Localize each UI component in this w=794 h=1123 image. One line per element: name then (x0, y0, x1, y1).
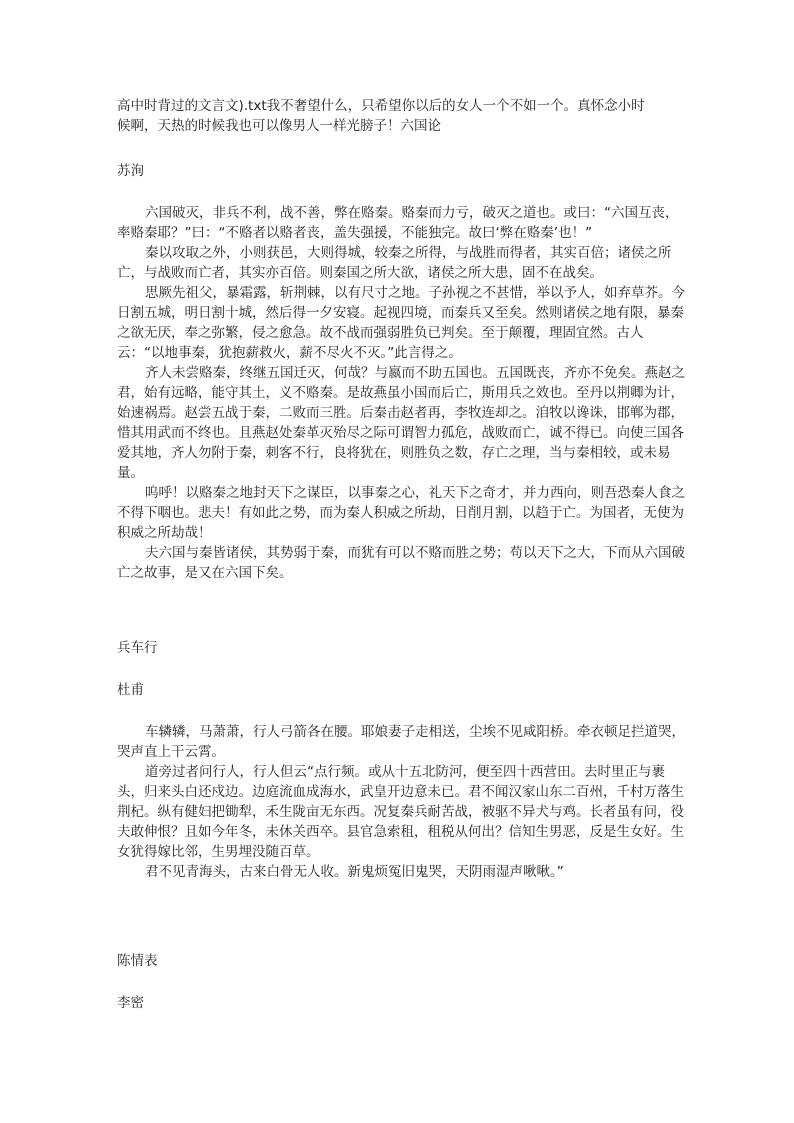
paragraph: 齐人未尝赂秦，终继五国迁灭，何哉？与嬴而不助五国也。五国既丧，齐亦不免矣。燕赵之君，始有远略，能守其土，义不赂秦。是故燕虽小国而后亡，斯用兵之效也。至丹以荆卿为计，始速祸焉。赵尝五战于秦，二败而三胜。后秦击赵者再，李牧连却之。洎牧以谗诛，邯郸为郡，惜其用武而不终也。且燕赵处秦革灭殆尽之际可谓智力孤危，战败而亡，诚不得已。向使三国各爱其地，齐人勿附于秦，刺客不行，良将犹在，则胜负之数，存亡之理，当与秦相较，或未易量。 (117, 365, 685, 481)
paragraph: 六国破灭，非兵不利，战不善，弊在赂秦。赂秦而力亏，破灭之道也。或曰：“六国互丧，率赂秦耶？”曰：“不赂者以赂者丧，盖失强援，不能独完。故曰‘弊在赂秦’也！” (117, 205, 679, 241)
intro-line-1: 高中时背过的文言文).txt我不奢望什么，只希望你以后的女人一个不如一个。真怀念小时 (117, 98, 645, 114)
paragraph: 夫六国与秦皆诸侯，其势弱于秦，而犹有可以不赂而胜之势；苟以天下之大，下而从六国破亡之故事，是又在六国下矣。 (117, 545, 685, 581)
author-li-mi: 李密 (117, 995, 144, 1011)
intro-line-2: 候啊，天热的时候我也可以像男人一样光膀子！六国论 (117, 118, 441, 134)
paragraph: 秦以攻取之外，小则获邑，大则得城，较秦之所得，与战胜而得者，其实百倍；诸侯之所亡，与战败而亡者，其实亦百倍。则秦国之所大欲，诸侯之所大患，固不在战矣。 (117, 245, 672, 281)
title-chenqingbiao: 陈情表 (117, 953, 158, 969)
paragraph: 车辚辚，马萧萧，行人弓箭各在腰。耶娘妻子走相送，尘埃不见咸阳桥。牵衣顿足拦道哭，哭声直上干云霄。 (117, 724, 685, 760)
paragraph: 呜呼！以赂秦之地封天下之谋臣，以事秦之心，礼天下之奇才，并力西向，则吾恐秦人食之不得下咽也。悲夫！有如此之势，而为秦人积威之所劫，日削月割，以趋于亡。为国者，无使为积威之所劫哉！ (117, 485, 685, 541)
intro-text (117, 96, 687, 136)
title-bingchexing: 兵车行 (117, 640, 158, 656)
paragraph: 思厥先祖父，暴霜露，斩荆棘，以有尺寸之地。子孙视之不甚惜，举以予人，如弃草芥。今日割五城，明日割十城，然后得一夕安寝。起视四境，而秦兵又至矣。然则诸侯之地有限，暴秦之欲无厌，奉之弥繁，侵之愈急。故不战而强弱胜负已判矣。至于颠覆，理固宜然。古人云：“以地事秦，犹抱薪救火，薪不尽火不灭。”此言得之。 (117, 285, 685, 361)
liuguolun-body (117, 203, 687, 583)
paragraph: 道旁过者问行人，行人但云“点行频。或从十五北防河，便至四十西营田。去时里正与裹头，归来头白还戍边。边庭流血成海水，武皇开边意未已。君不闻汉家山东二百州，千村万落生荆杞。纵有健妇把锄犁，禾生陇亩无东西。况复秦兵耐苦战，被驱不异犬与鸡。长者虽有问，役夫敢伸恨？且如今年冬，未休关西卒。县官急索租，租税从何出？信知生男恶，反是生女好。生女犹得嫁比邻，生男埋没随百草。 (117, 764, 684, 860)
paragraph: 君不见青海头，古来白骨无人收。新鬼烦冤旧鬼哭，天阴雨湿声啾啾。” (145, 864, 564, 880)
author-su-xun: 苏洵 (117, 163, 144, 179)
author-du-fu: 杜甫 (117, 682, 144, 698)
bingchexing-body (117, 722, 687, 882)
